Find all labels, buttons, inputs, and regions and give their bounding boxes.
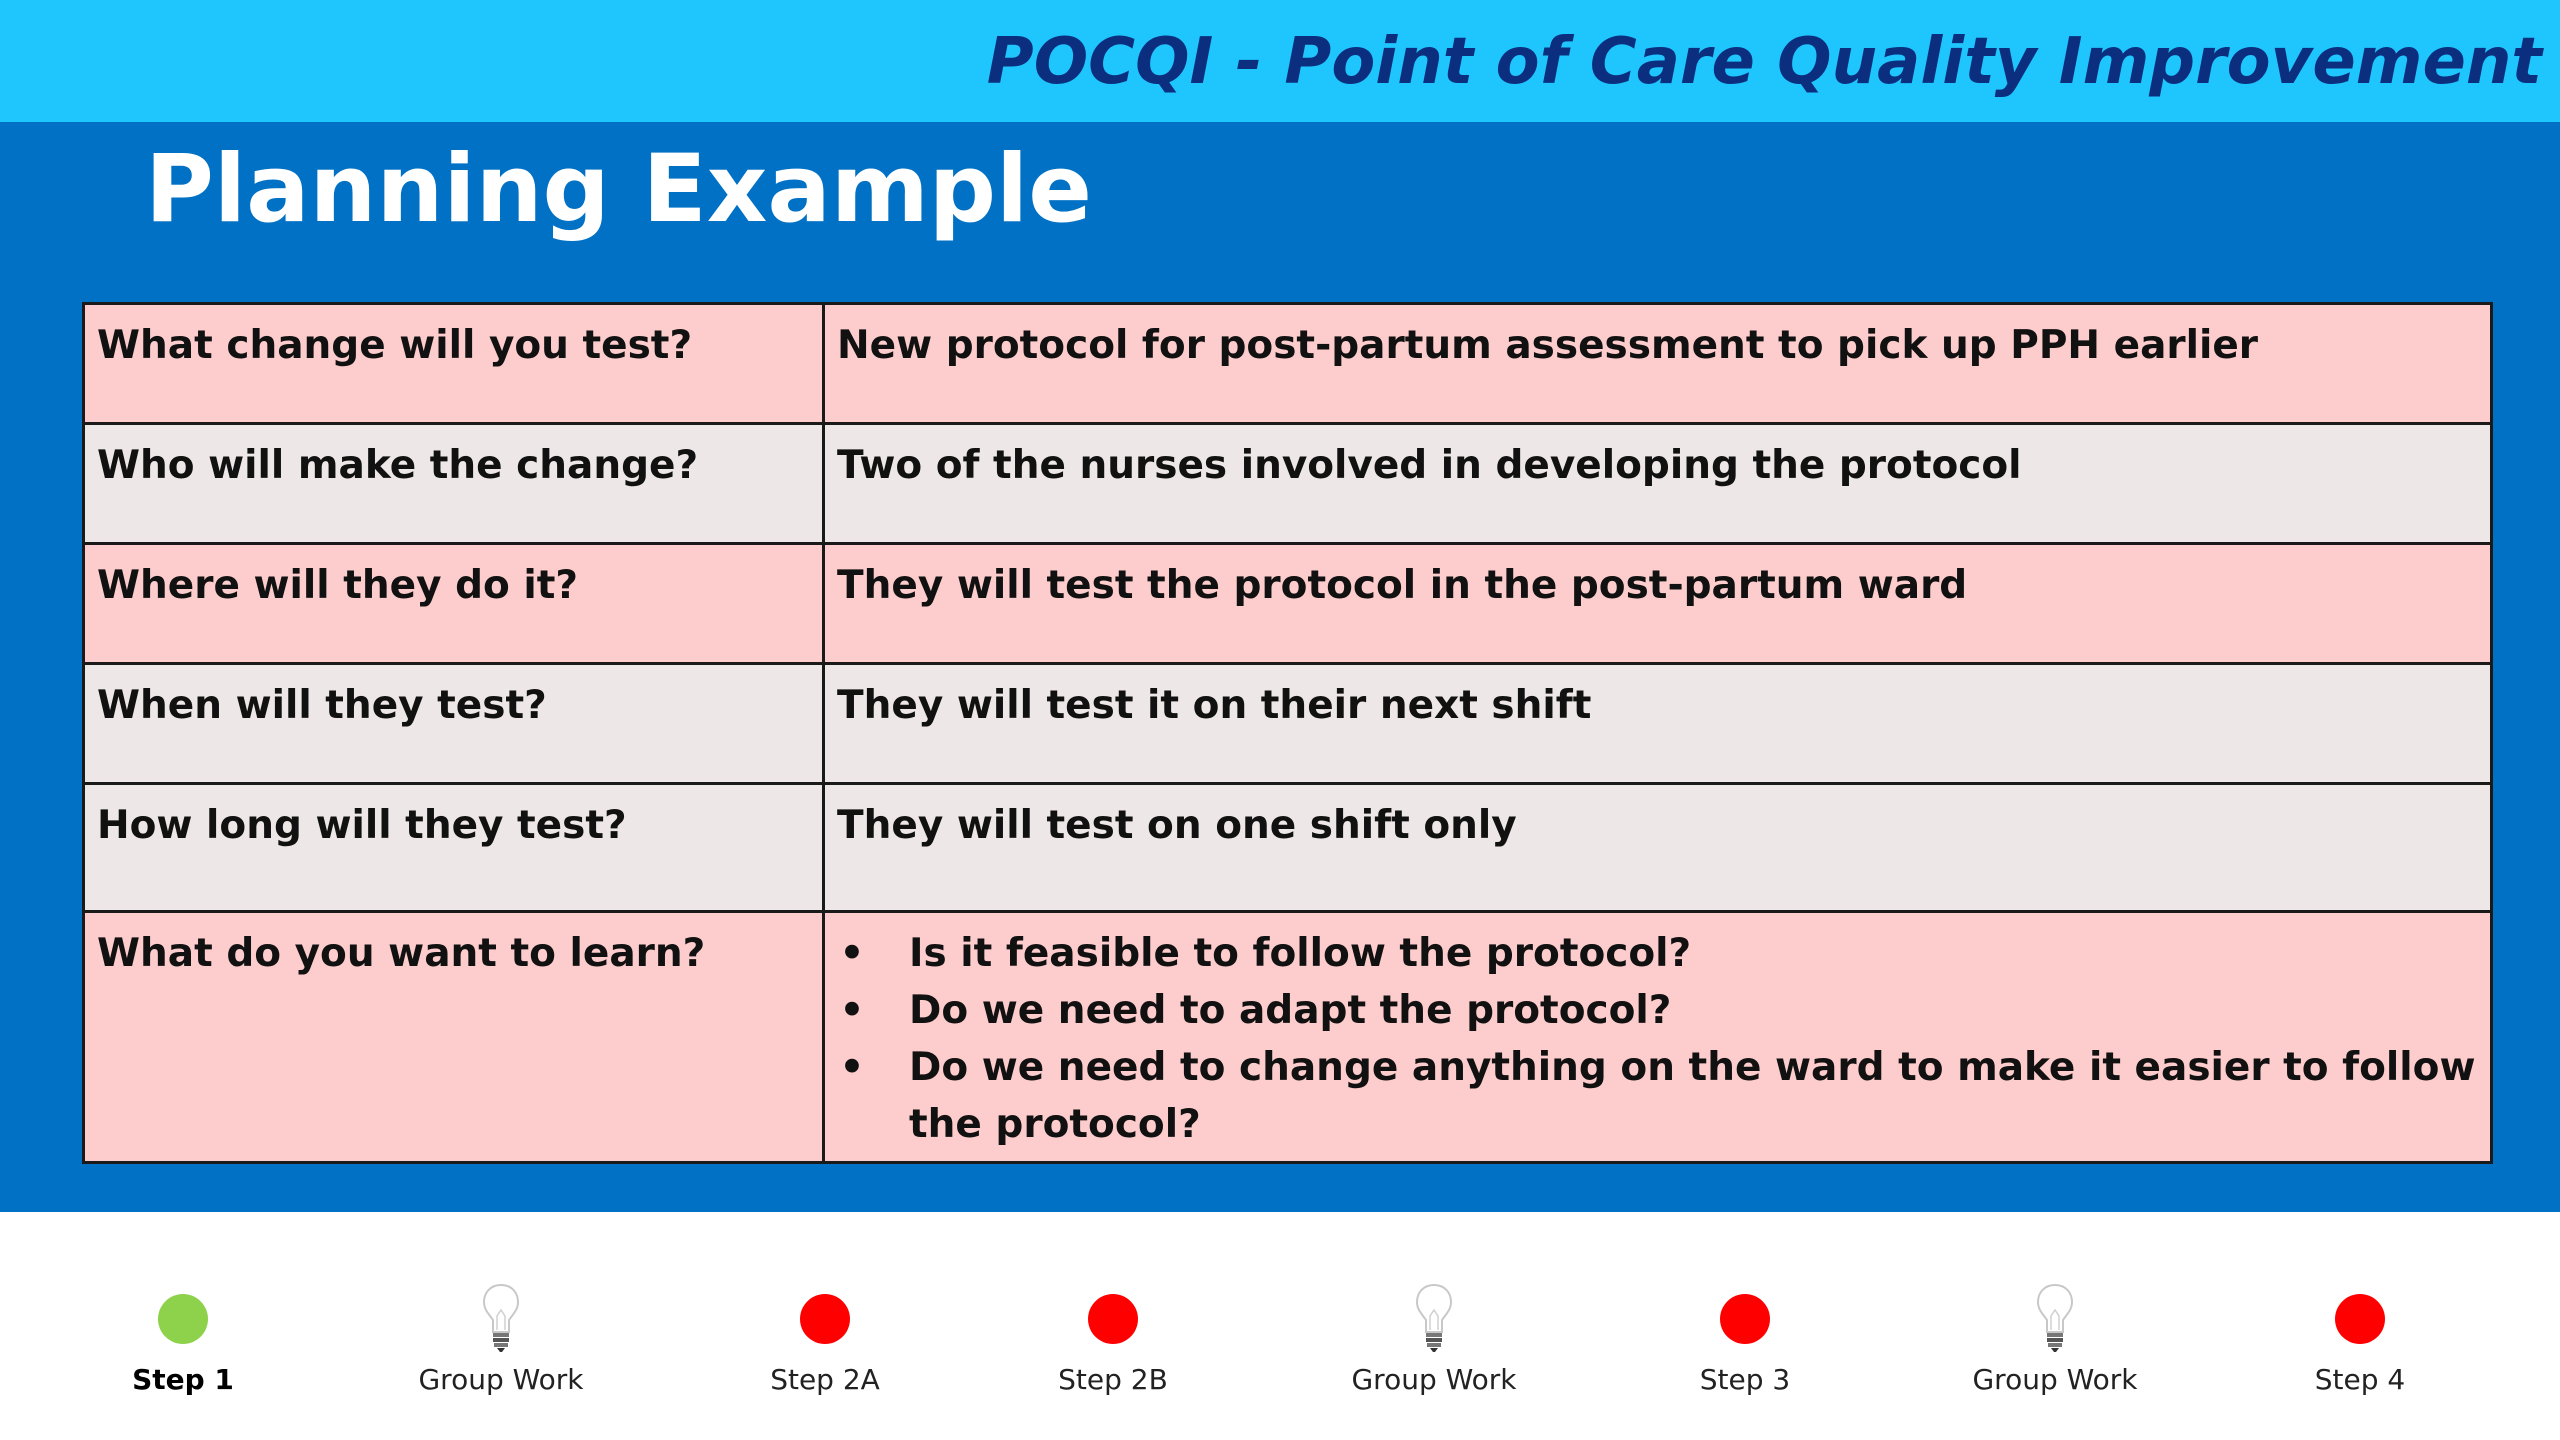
step-label: Step 4 [2314,1363,2406,1396]
step-label: Step 2A [770,1363,880,1396]
planning-table [82,302,2493,1164]
bullet-icon: • [839,931,865,976]
step-navigation [0,1212,2560,1440]
group-work-2[interactable] [1284,1252,1584,1412]
pending-step-dot-icon [2335,1294,2385,1344]
group-work-1[interactable] [351,1252,651,1412]
table-row [84,912,2492,1163]
header-bar [0,0,2560,122]
step-2b[interactable] [963,1252,1263,1412]
lightbulb-icon [481,1282,521,1354]
table-row [84,784,2492,912]
answer-cell: New protocol for post-partum assessment to pick up PPH earlier [824,304,2492,424]
step-label: Group Work [418,1363,584,1396]
lightbulb-icon [2035,1282,2075,1354]
question-cell: When will they test? [84,664,824,784]
table-row [84,544,2492,664]
group-work-3[interactable] [1905,1252,2205,1412]
step-3[interactable] [1595,1252,1895,1412]
answer-cell: They will test the protocol in the post-partum ward [824,544,2492,664]
list-item [837,1039,2478,1153]
learn-bullet-list [837,925,2478,1153]
step-label: Step 1 [132,1363,234,1396]
question-cell: What do you want to learn? [84,912,824,1163]
step-1[interactable] [33,1252,333,1412]
bullet-icon: • [839,1045,865,1090]
question-cell: Where will they do it? [84,544,824,664]
list-item [837,982,2478,1039]
answer-cell [824,912,2492,1163]
question-cell: How long will they test? [84,784,824,912]
answer-cell: Two of the nurses involved in developing the protocol [824,424,2492,544]
list-item [837,925,2478,982]
pending-step-dot-icon [1088,1294,1138,1344]
completed-step-dot-icon [158,1294,208,1344]
page-title: Planning Example [145,135,1093,244]
step-2a[interactable] [675,1252,975,1412]
lightbulb-icon [1414,1282,1454,1354]
bullet-text: Is it feasible to follow the protocol? [909,931,1692,976]
header-title: POCQI - Point of Care Quality Improvement [986,25,2542,99]
step-label: Step 2B [1058,1363,1168,1396]
step-label: Group Work [1972,1363,2138,1396]
pending-step-dot-icon [800,1294,850,1344]
pending-step-dot-icon [1720,1294,1770,1344]
table-row [84,304,2492,424]
answer-cell: They will test on one shift only [824,784,2492,912]
answer-cell: They will test it on their next shift [824,664,2492,784]
bullet-text: Do we need to change anything on the ward to make it easier to follow the protocol? [909,1045,2476,1147]
table-row [84,664,2492,784]
bullet-text: Do we need to adapt the protocol? [909,988,1672,1033]
step-label: Step 3 [1699,1363,1791,1396]
question-cell: Who will make the change? [84,424,824,544]
step-label: Group Work [1351,1363,1517,1396]
table-row [84,424,2492,544]
bullet-icon: • [839,988,865,1033]
step-4[interactable] [2210,1252,2510,1412]
question-cell: What change will you test? [84,304,824,424]
